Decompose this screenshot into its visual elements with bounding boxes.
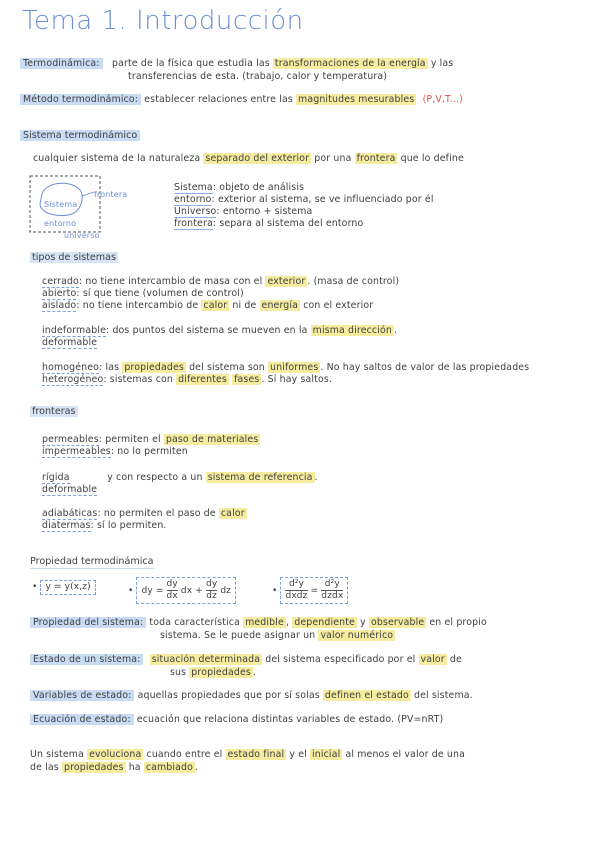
text: que lo define xyxy=(397,153,464,164)
hl: energía xyxy=(261,300,299,311)
term: aislado xyxy=(42,300,77,311)
text: : sí lo permiten. xyxy=(90,520,167,531)
term: adiabáticas xyxy=(42,508,98,519)
term: deformable xyxy=(42,337,98,348)
hl: definen el estado xyxy=(324,690,409,701)
text: sistema. Se le puede asignar un xyxy=(160,630,319,641)
num: d²y xyxy=(321,579,343,591)
frontera-pointer xyxy=(82,192,94,196)
num: dy xyxy=(205,579,218,589)
def-termodinamica-line2: transferencias de esta. (trabajo, calor y temperatura) xyxy=(128,71,388,82)
heading-text: fronteras xyxy=(32,406,76,417)
text: con el exterior xyxy=(300,300,374,311)
frontera-permeables xyxy=(42,434,260,446)
hl: observable xyxy=(370,617,425,628)
heading-tipos xyxy=(30,252,118,263)
hl: diferentes xyxy=(178,374,227,385)
def-text: : entorno + sistema xyxy=(216,206,313,217)
heading-sistema xyxy=(20,130,140,141)
hl: calor xyxy=(203,300,228,311)
text: y el xyxy=(286,749,311,760)
text: , xyxy=(285,617,293,628)
def-row xyxy=(174,206,434,218)
text: parte de la física que estudia las xyxy=(111,58,273,69)
def-row xyxy=(174,218,434,230)
def-term: Universo xyxy=(174,206,217,217)
hl: separado del exterior xyxy=(205,153,310,164)
text: : sí que tiene (volumen de control) xyxy=(76,288,244,299)
term: Propiedad del sistema: xyxy=(30,617,146,628)
text: : no tiene intercambio de masa con el xyxy=(78,276,266,287)
frontera-diatermas xyxy=(42,520,167,532)
heading-text: tipos de sistemas xyxy=(32,252,117,263)
heading-text: Sistema termodinámico xyxy=(20,130,140,141)
text: ecuación que relaciona distintas variables de estado. (PV=nRT) xyxy=(133,714,444,725)
hl: propiedades xyxy=(63,762,124,773)
tipo-aislado xyxy=(42,300,373,312)
term: permeables xyxy=(42,434,99,445)
def-ecuacion xyxy=(30,714,443,726)
hl: transformaciones de la energía xyxy=(274,58,426,69)
hl: magnitudes mesurables xyxy=(298,94,415,105)
text: ni de xyxy=(229,300,260,311)
text: : dos puntos del sistema se mueven en la xyxy=(106,325,311,336)
term: impermeables xyxy=(42,446,111,457)
frac xyxy=(321,579,343,602)
hl: evoluciona xyxy=(89,749,142,760)
text: : no permiten el paso de xyxy=(97,508,219,519)
text: de las xyxy=(30,762,62,773)
text: = xyxy=(310,586,319,596)
hl: estado final xyxy=(227,749,285,760)
text: y con respecto a un xyxy=(107,472,206,483)
text: cuando entre el xyxy=(143,749,226,760)
formula-3 xyxy=(272,577,348,604)
def-term: entorno xyxy=(174,194,212,205)
text: dy = xyxy=(141,586,164,596)
term: cerrado xyxy=(42,276,79,287)
sistema-defs xyxy=(174,182,434,230)
tipo-indeformable xyxy=(42,325,397,337)
hl: dependiente xyxy=(294,617,355,628)
text: por una xyxy=(311,153,355,164)
hl: valor numérico xyxy=(320,630,394,641)
def-metodo xyxy=(20,94,463,106)
term-metodo: Método termodinámico: xyxy=(20,94,141,105)
hl: paso de materiales xyxy=(165,434,259,445)
text: dx + xyxy=(180,586,203,596)
heading-fronteras xyxy=(30,406,78,417)
tipo-cerrado xyxy=(42,276,399,288)
term: indeformable xyxy=(42,325,106,336)
den: dz xyxy=(206,591,217,601)
text: : permiten el xyxy=(98,434,164,445)
def-text: : objeto de análisis xyxy=(212,182,305,193)
hl: misma dirección xyxy=(312,325,392,336)
formula-box xyxy=(280,577,348,604)
hl: exterior xyxy=(267,276,306,287)
def-row xyxy=(174,194,434,206)
text: de xyxy=(446,654,462,665)
def-termodinamica xyxy=(20,58,453,70)
den: dxdz xyxy=(285,591,308,601)
tipo-heterogeneo xyxy=(42,374,332,386)
def-text: : exterior al sistema, se ve influenciado por él xyxy=(211,194,434,205)
def-variables xyxy=(30,690,473,702)
diagram-sistema-label: Sistema xyxy=(44,200,78,209)
def-estado xyxy=(30,654,462,666)
text: : no tiene intercambio de xyxy=(76,300,202,311)
def-term: frontera xyxy=(174,218,213,229)
frontera-impermeables xyxy=(42,446,188,458)
hl: propiedades xyxy=(124,362,184,373)
def-propiedad-line2 xyxy=(160,630,395,642)
hl: fases xyxy=(234,374,260,385)
text: del sistema son xyxy=(185,362,268,373)
diagram-entorno-label: entorno xyxy=(44,219,77,228)
hl: sistema de referencia xyxy=(207,472,313,483)
num: dy xyxy=(166,579,178,589)
formula-box: y = y(x,z) xyxy=(40,580,95,595)
tipo-homogeneo xyxy=(42,362,529,374)
term: Estado de un sistema: xyxy=(30,654,143,665)
text: . Sí hay saltos. xyxy=(261,374,333,385)
formula-2 xyxy=(128,577,236,604)
text: . No hay saltos de valor de las propiedades xyxy=(320,362,530,373)
term: Variables de estado: xyxy=(30,690,134,701)
text: . xyxy=(252,667,257,678)
text: del sistema especificado por el xyxy=(262,654,419,665)
text: cualquier sistema de la naturaleza xyxy=(33,153,204,164)
text: toda característica xyxy=(146,617,244,628)
bullet xyxy=(128,586,136,596)
text: Un sistema xyxy=(30,749,88,760)
den: dx xyxy=(166,591,178,601)
hl: calor xyxy=(220,508,245,519)
frac xyxy=(206,579,217,602)
text: del sistema. xyxy=(410,690,473,701)
diagram-frontera-label: frontera xyxy=(94,190,128,199)
hl: medible xyxy=(245,617,284,628)
text: dz xyxy=(220,586,232,596)
tipo-abierto xyxy=(42,288,244,300)
heading-text: Propiedad termodinámica xyxy=(30,556,154,567)
formula-box xyxy=(136,577,236,604)
hl: cambiado xyxy=(145,762,194,773)
def-row xyxy=(174,182,434,194)
text: sus xyxy=(170,667,190,678)
red-note: (P,V,T...) xyxy=(422,94,463,105)
text: establecer relaciones entre las xyxy=(141,94,297,105)
num: d²y xyxy=(285,579,307,591)
text: al menos el valor de una xyxy=(342,749,465,760)
formula-1 xyxy=(32,580,96,595)
term: abierto xyxy=(42,288,77,299)
evolucion-line2 xyxy=(30,762,198,774)
text: . (masa de control) xyxy=(307,276,400,287)
hl: frontera xyxy=(356,153,396,164)
def-term: Sistema xyxy=(174,182,213,193)
frontera-rigida xyxy=(42,472,318,484)
def-text: : separa al sistema del entorno xyxy=(212,218,364,229)
def-estado-line2 xyxy=(170,667,256,679)
hl: propiedades xyxy=(191,667,251,678)
term-termodinamica: Termodinámica: xyxy=(20,58,103,69)
text: : no lo permiten xyxy=(110,446,188,457)
frac xyxy=(285,579,307,602)
page-title: Tema 1. Introducción xyxy=(22,6,304,36)
term: homogéneo xyxy=(42,362,100,373)
frontera-deformable xyxy=(42,484,97,496)
hl: uniformes xyxy=(270,362,319,373)
text: en el propio xyxy=(426,617,487,628)
term: heterogéneo xyxy=(42,374,104,385)
def-propiedad xyxy=(30,617,487,629)
text: . xyxy=(314,472,318,483)
diagram-universo-label: universo xyxy=(64,231,100,240)
bullet xyxy=(272,586,280,596)
frontera-adiabaticas xyxy=(42,508,247,520)
text: aquellas propiedades que por sí solas xyxy=(134,690,323,701)
text: y xyxy=(356,617,369,628)
text: . xyxy=(195,762,199,773)
term: diatermas xyxy=(42,520,91,531)
den: dzdx xyxy=(321,591,344,601)
evolucion xyxy=(30,749,465,761)
text: . xyxy=(393,325,398,336)
text: : las xyxy=(99,362,123,373)
text: ha xyxy=(125,762,144,773)
text: : sistemas con xyxy=(103,374,177,385)
term: rígida xyxy=(42,472,70,483)
text: y las xyxy=(427,58,454,69)
term: Ecuación de estado: xyxy=(30,714,134,725)
hl: valor xyxy=(420,654,445,665)
sistema-intro xyxy=(33,153,464,165)
term: deformable xyxy=(42,484,98,495)
hl: inicial xyxy=(312,749,341,760)
bullet xyxy=(32,582,40,592)
frac xyxy=(167,579,178,602)
tipo-deformable xyxy=(42,337,97,349)
heading-propiedad xyxy=(30,556,154,567)
hl: situación determinada xyxy=(151,654,261,665)
